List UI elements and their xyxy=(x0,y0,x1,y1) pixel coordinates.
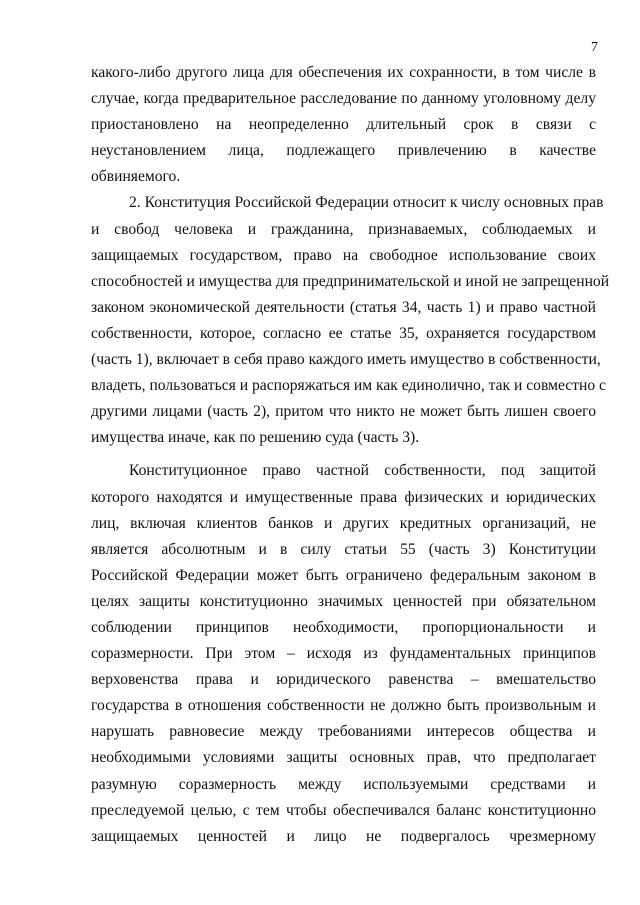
text-line: приостановлено на неопределенно длительный срок в связи с xyxy=(91,116,596,134)
text-line: Конституционное право частной собственности, под защитой xyxy=(129,462,596,480)
text-line: и свобод человека и гражданина, признаваемых, соблюдаемых и xyxy=(91,220,596,238)
text-line: соблюдении принципов необходимости, пропорциональности и xyxy=(91,618,596,636)
text-line: необходимыми условиями защиты основных прав, что предполагает xyxy=(91,749,596,767)
text-line: имущества иначе, как по решению суда (часть 3). xyxy=(91,429,420,447)
text-line: случае, когда предварительное расследование по данному уголовному делу xyxy=(91,90,596,108)
paragraph-continuation xyxy=(91,60,596,190)
text-line: целях защиты конституционно значимых ценностей при обязательном xyxy=(91,592,596,610)
text-line: соразмерности. При этом – исходя из фундаментальных принципов xyxy=(91,645,596,663)
text-line: преследуемой целью, с тем чтобы обеспечивался баланс конституционно xyxy=(91,801,596,819)
text-line: другими лицами (часть 2), притом что никто не может быть лишен своего xyxy=(91,403,596,421)
text-line: неустановлением лица, подлежащего привлечению в качестве xyxy=(91,142,596,160)
text-line: лиц, включая клиентов банков и других кредитных организаций, не xyxy=(91,514,596,532)
text-line: какого-либо другого лица для обеспечения их сохранности, в том числе в xyxy=(91,64,596,81)
text-line: защищаемых государством, право на свободное использование своих xyxy=(91,246,596,264)
paragraph-3 xyxy=(91,458,596,849)
text-line: 2. Конституция Российской Федерации относит к числу основных прав xyxy=(129,194,604,212)
text-line: способностей и имущества для предпринимательской и иной не запрещенной xyxy=(91,272,610,290)
text-line: разумную соразмерность между используемыми средствами и xyxy=(91,775,596,793)
text-line: обвиняемого. xyxy=(91,168,181,186)
text-line: владеть, пользоваться и распоряжаться им как единолично, так и совместно с xyxy=(91,377,606,395)
text-line: (часть 1), включает в себя право каждого иметь имущество в собственности, xyxy=(91,351,601,369)
text-line: нарушать равновесие между требованиями интересов общества и xyxy=(91,723,596,741)
document-body xyxy=(91,60,610,850)
text-line: Российской Федерации может быть ограничено федеральным законом в xyxy=(91,566,596,584)
paragraph-2 xyxy=(91,190,610,451)
text-line: законом экономической деятельности (статья 34, часть 1) и право частной xyxy=(91,298,596,316)
text-line: которого находятся и имущественные права физических и юридических xyxy=(91,488,596,506)
page-number: 7 xyxy=(591,40,598,55)
text-line: государства в отношения собственности не должно быть произвольным и xyxy=(91,697,596,715)
text-line: верховенства права и юридического равенства – вмешательство xyxy=(91,671,596,689)
text-line: собственности, которое, согласно ее статье 35, охраняется государством xyxy=(91,324,596,342)
text-line: защищаемых ценностей и лицо не подвергалось чрезмерному xyxy=(91,827,596,845)
text-line: является абсолютным и в силу статьи 55 (часть 3) Конституции xyxy=(91,540,596,558)
